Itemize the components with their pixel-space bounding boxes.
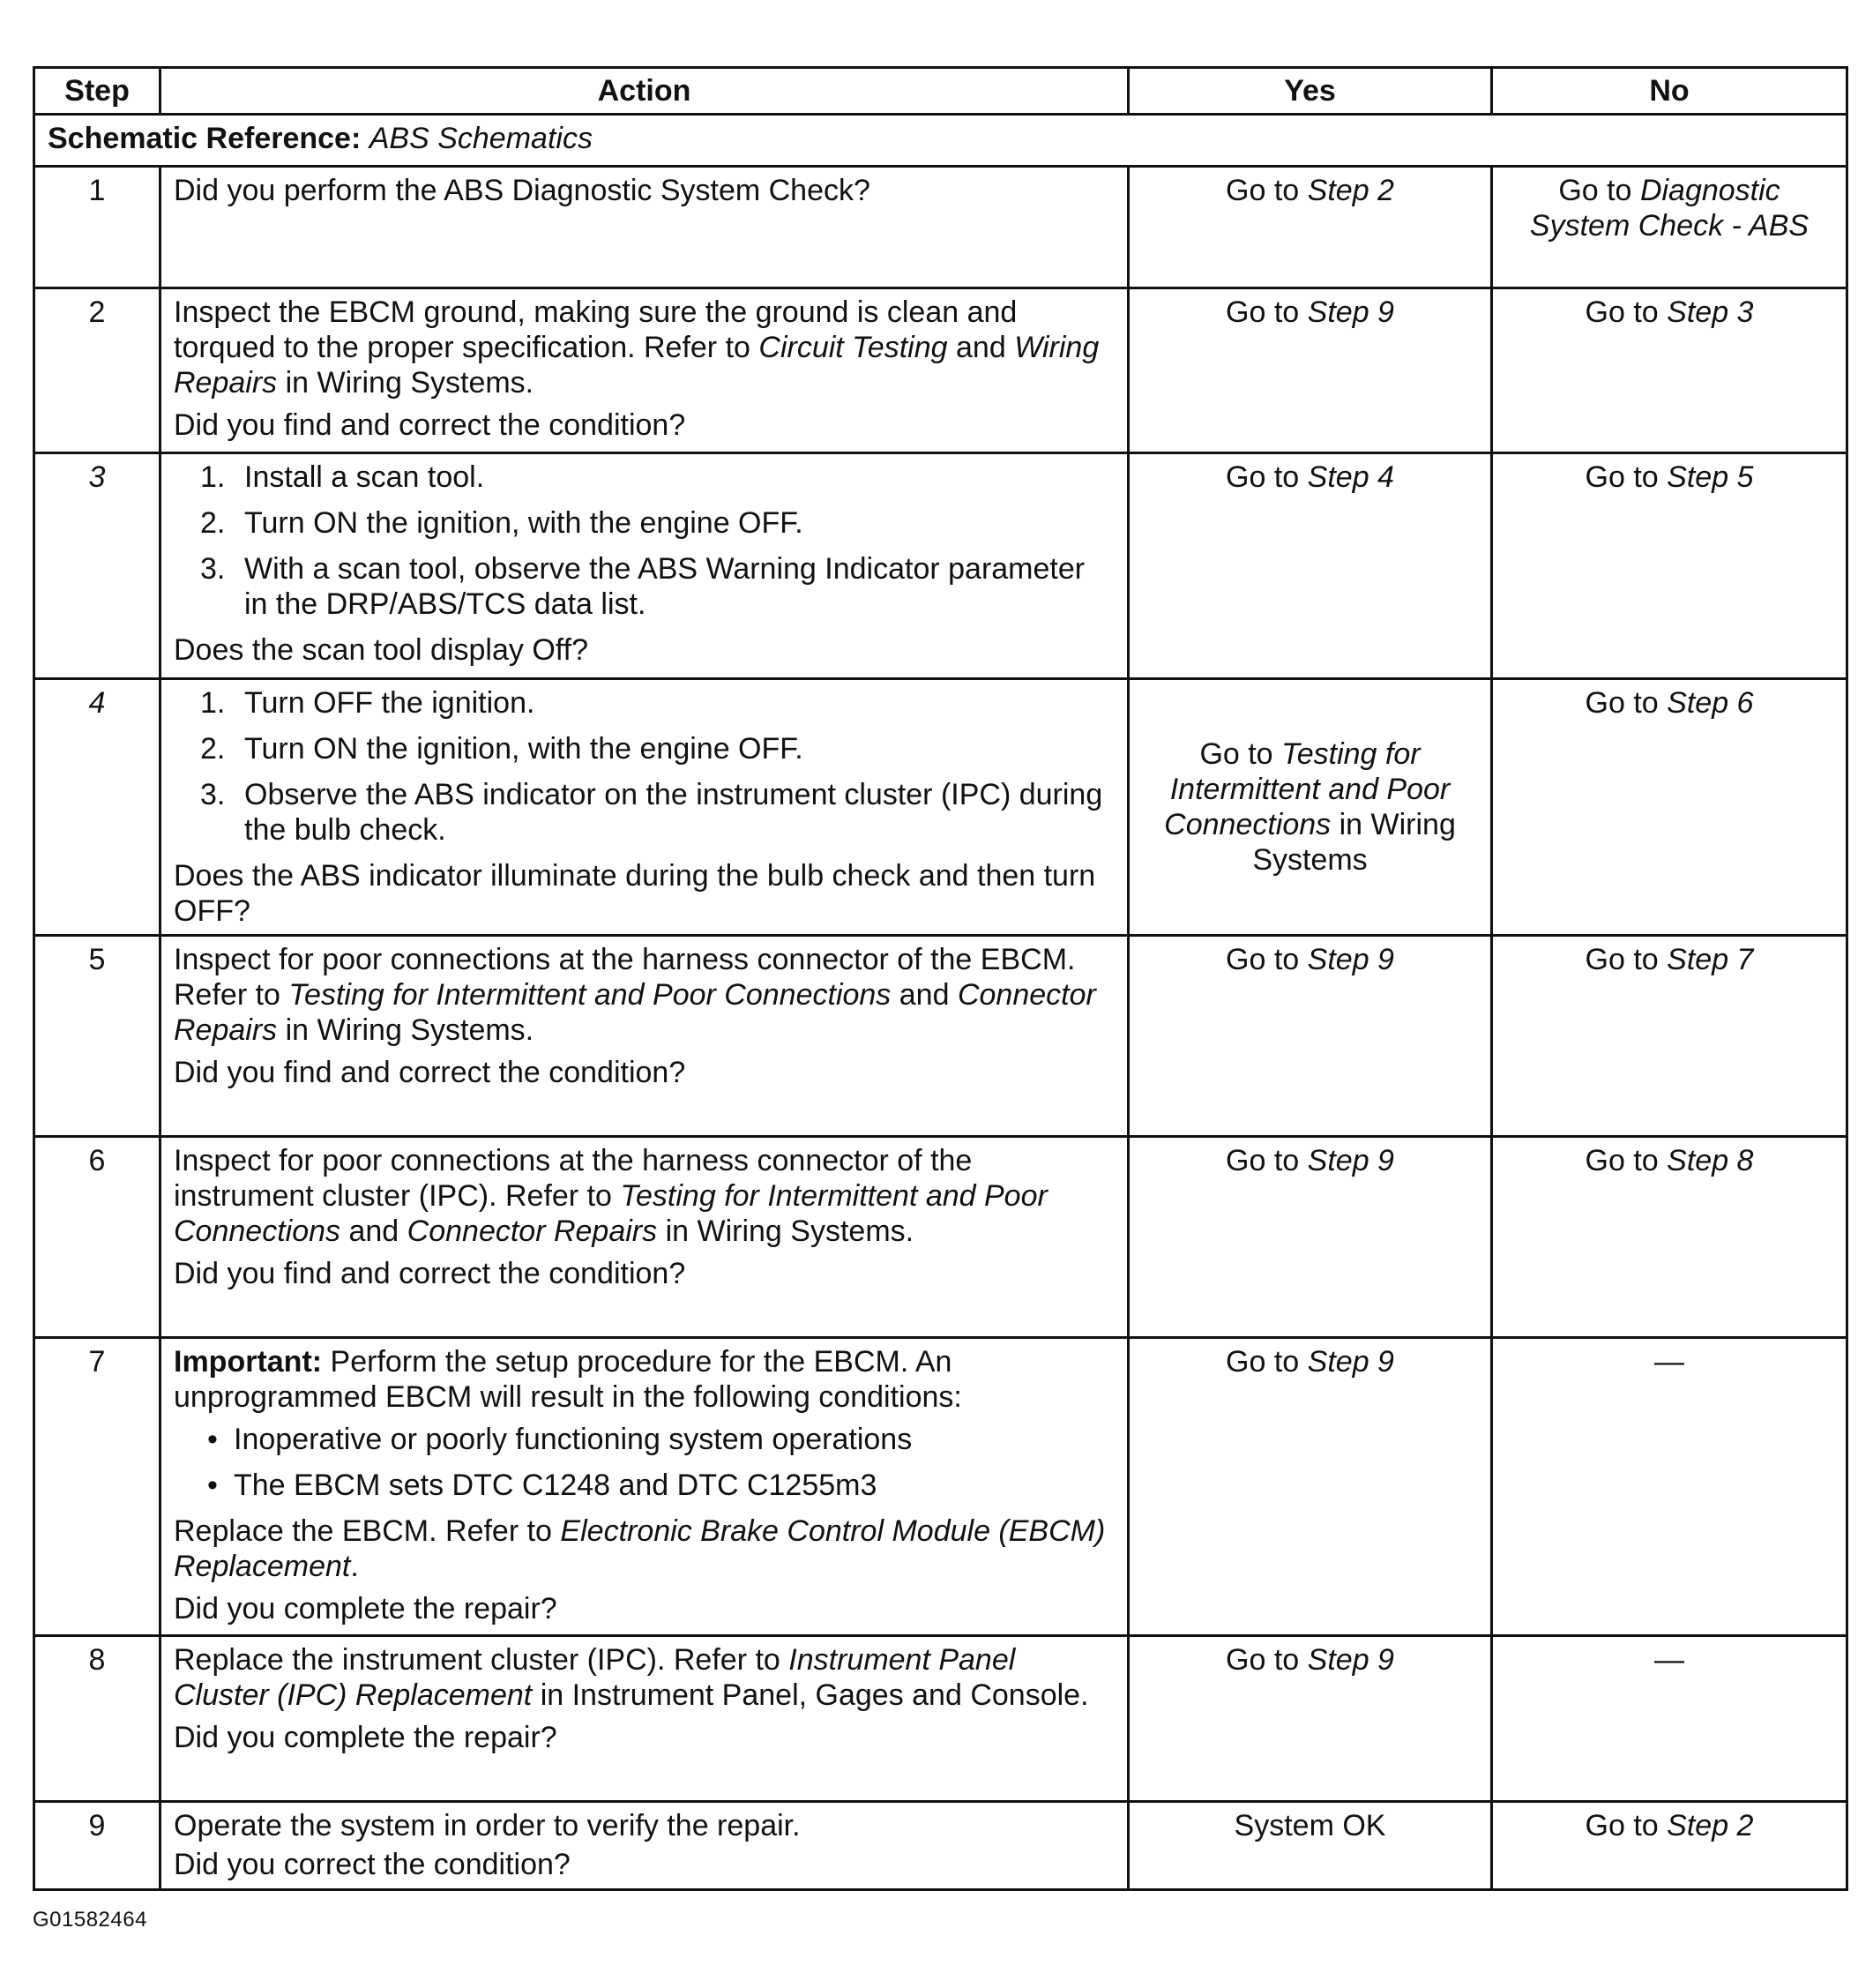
- numbered-list: [174, 685, 1115, 848]
- action-text: [174, 1143, 1115, 1249]
- go-to-text: Go to: [1226, 1643, 1300, 1677]
- action-link[interactable]: Connector Repairs: [174, 978, 1096, 1047]
- header-no: No: [1492, 68, 1847, 115]
- no-dash: —: [1654, 1345, 1684, 1379]
- list-text: With a scan tool, observe the ABS Warning Indicator parameter in the DRP/ABS/TCS data list.: [244, 552, 1086, 621]
- list-item: [174, 460, 1115, 495]
- important-label: Important:: [174, 1345, 323, 1379]
- bullet-icon: •: [207, 1469, 218, 1502]
- list-text: Install a scan tool.: [244, 460, 485, 494]
- action-text-part: in Instrument Panel, Gages and Console.: [540, 1678, 1089, 1712]
- step-row-6: [34, 1137, 1847, 1338]
- no-link[interactable]: Diagnostic System Check - ABS: [1529, 174, 1810, 243]
- go-to-text: Go to: [1226, 295, 1300, 329]
- bullet-list: [174, 1422, 1115, 1503]
- list-text: Turn OFF the ignition.: [244, 686, 535, 720]
- schematic-reference-label: Schematic Reference:: [48, 122, 362, 155]
- no-dash: —: [1654, 1643, 1684, 1677]
- action-cell: [160, 679, 1129, 936]
- list-text: Inoperative or poorly functioning system operations: [234, 1423, 913, 1456]
- step-number: 5: [34, 936, 160, 1137]
- header-yes: Yes: [1129, 68, 1492, 115]
- go-to-text: Go to: [1226, 1345, 1300, 1379]
- step-number: 6: [34, 1137, 160, 1338]
- yes-link[interactable]: Testing for Intermittent and Poor Connections: [1164, 737, 1451, 841]
- yes-cell: [1129, 167, 1492, 288]
- no-link[interactable]: Step 5: [1667, 460, 1754, 494]
- go-to-text: Go to: [1226, 460, 1300, 494]
- list-item: [174, 551, 1115, 622]
- go-to-text: Go to: [1585, 1144, 1659, 1177]
- no-cell: [1492, 1636, 1847, 1802]
- action-question: Did you find and correct the condition?: [174, 1056, 686, 1089]
- action-link[interactable]: Instrument Panel Cluster (IPC) Replacement: [174, 1643, 1016, 1712]
- step-row-9: [34, 1802, 1847, 1890]
- action-text-part: in Wiring Systems.: [285, 1013, 534, 1047]
- yes-suffix: in Wiring Systems: [1252, 808, 1456, 877]
- action-text-part: Inspect for poor connections at the harness connector of the EBCM. Refer to: [174, 943, 1076, 1012]
- step-row-7: [34, 1338, 1847, 1636]
- step-number: 1: [34, 167, 160, 288]
- important-note: [174, 1344, 1115, 1415]
- action-cell: [160, 1636, 1129, 1802]
- step-row-4: [34, 679, 1847, 936]
- action-cell: [160, 167, 1129, 288]
- list-item: [174, 685, 1115, 721]
- action-question: Did you perform the ABS Diagnostic System Check?: [174, 174, 870, 207]
- list-item: [174, 505, 1115, 541]
- step-number: 2: [34, 288, 160, 453]
- action-cell: [160, 1137, 1129, 1338]
- yes-cell: [1129, 453, 1492, 679]
- action-link[interactable]: Testing for Intermittent and Poor Connections: [288, 978, 892, 1012]
- diagnostic-table: [33, 66, 1848, 1891]
- step-row-8: [34, 1636, 1847, 1802]
- action-text-part: in Wiring Systems.: [285, 366, 534, 400]
- go-to-text: Go to: [1199, 737, 1273, 771]
- step-number: 7: [34, 1338, 160, 1636]
- list-text: Turn ON the ignition, with the engine OFF.: [244, 732, 803, 766]
- schematic-reference-row: [34, 115, 1847, 167]
- action-question: Does the ABS indicator illuminate during the bulb check and then turn OFF?: [174, 859, 1096, 928]
- yes-text: System OK: [1234, 1809, 1386, 1842]
- step-number: 8: [34, 1636, 160, 1802]
- yes-link[interactable]: Step 9: [1307, 1345, 1394, 1379]
- yes-link[interactable]: Step 4: [1307, 460, 1394, 494]
- go-to-text: Go to: [1226, 174, 1300, 207]
- action-text-part: Inspect the EBCM ground, making sure the ground is clean and torqued to the proper specification. Refer to: [174, 295, 1018, 364]
- list-number: 2.: [200, 506, 226, 540]
- action-text-part: Replace the instrument cluster (IPC). Refer to: [174, 1643, 780, 1677]
- yes-link[interactable]: Step 9: [1307, 1144, 1394, 1177]
- action-text: [174, 295, 1115, 400]
- no-cell: [1492, 936, 1847, 1137]
- figure-id: G01582464: [33, 1908, 147, 1932]
- no-link[interactable]: Step 7: [1667, 943, 1754, 976]
- schematic-reference-link[interactable]: ABS Schematics: [369, 122, 593, 155]
- action-text-part: and: [899, 978, 950, 1012]
- no-cell: [1492, 288, 1847, 453]
- action-link[interactable]: Wiring Repairs: [174, 331, 1100, 400]
- action-link[interactable]: Electronic Brake Control Module (EBCM) Replacement: [174, 1514, 1106, 1583]
- yes-link[interactable]: Step 2: [1307, 174, 1394, 207]
- go-to-text: Go to: [1585, 1809, 1659, 1842]
- yes-link[interactable]: Step 9: [1307, 943, 1394, 976]
- go-to-text: Go to: [1226, 943, 1300, 976]
- action-cell: [160, 1802, 1129, 1890]
- action-text-part: Inspect for poor connections at the harness connector of the instrument cluster (IPC). Refer to: [174, 1144, 973, 1213]
- yes-link[interactable]: Step 9: [1307, 295, 1394, 329]
- action-cell: [160, 453, 1129, 679]
- list-item: [174, 731, 1115, 766]
- no-cell: [1492, 1137, 1847, 1338]
- no-link[interactable]: Step 8: [1667, 1144, 1754, 1177]
- action-cell: [160, 288, 1129, 453]
- no-cell: [1492, 679, 1847, 936]
- action-text: Operate the system in order to verify the repair.: [174, 1809, 801, 1842]
- yes-cell: [1129, 1338, 1492, 1636]
- list-text: Turn ON the ignition, with the engine OFF.: [244, 506, 803, 540]
- action-text-part: in Wiring Systems.: [665, 1214, 914, 1248]
- yes-cell: [1129, 679, 1492, 936]
- action-link[interactable]: Connector Repairs: [407, 1214, 658, 1248]
- list-number: 1.: [200, 686, 226, 720]
- yes-link[interactable]: Step 9: [1307, 1643, 1394, 1677]
- numbered-list: [174, 460, 1115, 622]
- list-item: [174, 1468, 1115, 1503]
- no-cell: [1492, 453, 1847, 679]
- list-number: 3.: [200, 778, 226, 811]
- no-link[interactable]: Step 3: [1667, 295, 1754, 329]
- go-to-text: Go to: [1585, 295, 1659, 329]
- no-link[interactable]: Step 2: [1667, 1809, 1754, 1842]
- action-question: Did you complete the repair?: [174, 1721, 557, 1754]
- action-text-part: and: [956, 331, 1006, 364]
- go-to-text: Go to: [1585, 943, 1659, 976]
- yes-cell: [1129, 1636, 1492, 1802]
- yes-cell: [1129, 936, 1492, 1137]
- action-text-part: Replace the EBCM. Refer to: [174, 1514, 552, 1548]
- no-cell: [1492, 1802, 1847, 1890]
- step-row-2: [34, 288, 1847, 453]
- header-action: Action: [160, 68, 1129, 115]
- go-to-text: Go to: [1226, 1144, 1300, 1177]
- action-link[interactable]: Circuit Testing: [758, 331, 948, 364]
- action-question: Does the scan tool display Off?: [174, 633, 588, 667]
- yes-target: [1142, 736, 1478, 878]
- action-link[interactable]: Testing for Intermittent and Poor Connections: [174, 1179, 1048, 1248]
- list-number: 1.: [200, 460, 226, 494]
- list-item: [174, 777, 1115, 848]
- header-step: Step: [34, 68, 160, 115]
- yes-cell: [1129, 288, 1492, 453]
- action-question: Did you correct the condition?: [174, 1848, 571, 1881]
- no-cell: [1492, 167, 1847, 288]
- go-to-text: Go to: [1585, 686, 1659, 720]
- action-question: Did you find and correct the condition?: [174, 1257, 686, 1290]
- list-number: 3.: [200, 552, 226, 586]
- bullet-icon: •: [207, 1423, 218, 1456]
- list-text: The EBCM sets DTC C1248 and DTC C1255m3: [234, 1469, 877, 1502]
- header-row: [34, 68, 1847, 115]
- action-cell: [160, 936, 1129, 1137]
- action-text: [174, 1513, 1115, 1584]
- step-number: 9: [34, 1802, 160, 1890]
- yes-cell: [1129, 1137, 1492, 1338]
- go-to-text: Go to: [1585, 460, 1659, 494]
- important-text: Perform the setup procedure for the EBCM. An unprogrammed EBCM will result in the following conditions:: [174, 1345, 962, 1414]
- list-text: Observe the ABS indicator on the instrument cluster (IPC) during the bulb check.: [244, 778, 1103, 847]
- step-row-3: [34, 453, 1847, 679]
- step-row-1: [34, 167, 1847, 288]
- step-number: 4: [34, 679, 160, 936]
- no-link[interactable]: Step 6: [1667, 686, 1754, 720]
- action-question: Did you complete the repair?: [174, 1592, 557, 1626]
- action-text: [174, 1642, 1115, 1713]
- schematic-reference: [34, 115, 1847, 167]
- step-row-5: [34, 936, 1847, 1137]
- action-text-part: .: [350, 1550, 359, 1583]
- yes-cell: [1129, 1802, 1492, 1890]
- action-text-part: and: [348, 1214, 399, 1248]
- no-cell: [1492, 1338, 1847, 1636]
- list-item: [174, 1422, 1115, 1457]
- action-text: [174, 942, 1115, 1048]
- step-number: 3: [34, 453, 160, 679]
- action-cell: [160, 1338, 1129, 1636]
- go-to-text: Go to: [1558, 174, 1632, 207]
- list-number: 2.: [200, 732, 226, 766]
- action-question: Did you find and correct the condition?: [174, 408, 686, 442]
